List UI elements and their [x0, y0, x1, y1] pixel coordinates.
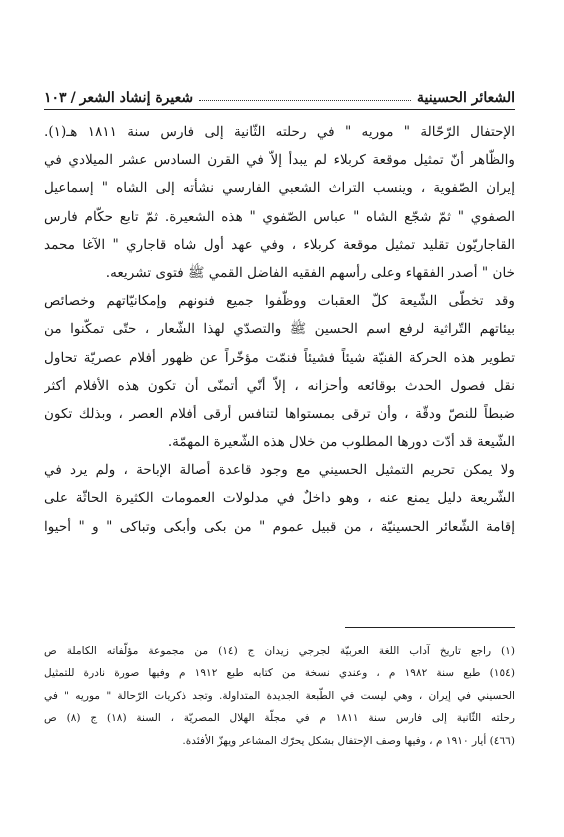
body-line: وقد تخطّى الشّيعة كلّ العقبات ووظّفوا جميع فنونهم وإمكانيّاتهم وخصائص	[44, 293, 515, 310]
body-line: إيران الصّفوية ، وينسب التراث الشعبي الفارسي نشأته إلى الشاه " إسماعيل	[44, 180, 515, 197]
header-chapter-page	[44, 90, 193, 106]
body-line: والظّاهر أنّ تمثيل موقعة كربلاء لم يبدأ إلاّ في القرن السادس عشر الميلادي في	[44, 152, 515, 169]
header-rule	[44, 109, 515, 110]
footnote-line: (٤٦٦) أيار ١٩١٠ م ، وفيها وصف الإحتفال بشكل يحرّك المشاعر ويهزّ الأفئدة.	[182, 734, 515, 747]
running-header	[44, 82, 515, 106]
footnote-line: (١) راجع تاريخ آداب اللغة العربيّة لجرجي زيدان ج (١٤) من مجموعة مؤلّفاته الكاملة ص	[44, 645, 515, 657]
body-text	[44, 118, 515, 541]
body-line: إقامة الشّعائر الحسينيّة ، من قبيل عموم " من بكى وأبكى وتباكى " و " أحيوا	[44, 518, 515, 535]
footnote-rule	[345, 627, 515, 628]
body-line: الشّيعة قد أدّت دورها المطلوب من خلال هذه الشّعيرة المهمّة.	[167, 434, 515, 451]
book-page	[44, 0, 515, 837]
body-line: تطوير هذه الحركة الفنيّة شيئاً فشيئاً فنمّت مؤخّراً عن ظهور أفلام عصريّة تحاول	[44, 349, 515, 366]
footnote-line: الحسيني في إيران ، وهي ليست في الطّبعة الجديدة المتداولة. وتجد ذكريات الرّحالة " موريه " في	[44, 689, 515, 702]
body-line: الصفوي " ثمّ شجّع الشاه " عباس الصّفوي " هذه الشعيرة. ثمّ تابع حكّام فارس	[44, 208, 515, 225]
page-number: ١٠٣	[44, 90, 67, 106]
body-line: ضبطاً للنصّ ودقّة ، وأن ترقى بمستواها لتنافس أرقى أفلام العصر ، وبذلك تكون	[44, 405, 515, 422]
footnotes	[44, 640, 515, 752]
header-separator: /	[70, 90, 76, 106]
header-dotted-leader	[199, 100, 411, 101]
body-line: خان " أصدر الفقهاء وعلى رأسهم الفقيه الفاضل القمي ﷺ فتوى تشريعه.	[105, 264, 515, 281]
body-line: القاجاريّون تقليد تمثيل موقعة كربلاء ، وفي عهد أول شاه قاجاري " الآغا محمد	[44, 236, 515, 253]
body-line: ولا يمكن تحريم التمثيل الحسيني مع وجود قاعدة أصالة الإباحة ، ولم يرد في	[44, 462, 515, 479]
body-line: نقل فصول الحدث بوقائعه وأحزانه ، إلاّ أنّي أتمنّى أن تكون هذه الأفلام أكثر	[44, 377, 515, 394]
body-line: بيئاتهم التّراثية لرفع اسم الحسين ﷺ والتصدّي لهذا الشّعار ، حتّى تمكّنوا من	[44, 321, 515, 338]
footnote-line: رحلته الثّانية إلى فارس سنة ١٨١١ م في مجلّة الهلال المصريّة ، السنة (١٨) ج (٨) ص	[44, 712, 515, 725]
book-title: الشعائر الحسينية	[416, 90, 515, 106]
body-line: الشّريعة دليل يمنع عنه ، وهو داخلٌ في مدلولات العمومات الكثيرة الحاثّة على	[44, 490, 515, 507]
body-line: الإحتفال الرّحّالة " موريه " في رحلته الثّانية إلى فارس سنة ١٨١١ هـ(١).	[44, 124, 515, 140]
footnote-line: (١٥٤) طبع سنة ١٩٨٢ م ، وعندي نسخة من كتابه طبع ١٩١٢ م وفيها صورة نادرة للتمثيل	[44, 667, 515, 680]
chapter-title: شعيرة إنشاد الشعر	[79, 90, 194, 106]
